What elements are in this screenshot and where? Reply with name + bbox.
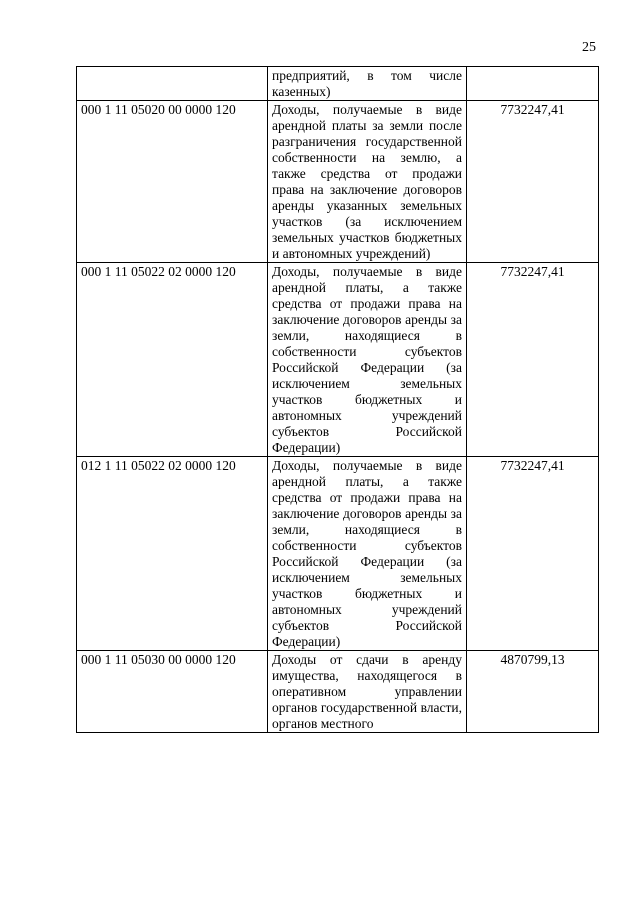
budget-code: 012 1 11 05022 02 0000 120 — [77, 457, 268, 651]
revenue-description: Доходы, получаемые в виде арендной платы, а также средства от продажи права на заключение договоров аренды за земли, находящиеся в собственности субъектов Российской Федерации (за исключением земельных участков бюджетных и автономных учреждений субъектов Российской Федерации) — [268, 263, 467, 457]
table-row — [77, 263, 599, 457]
amount-value: 7732247,41 — [467, 263, 599, 457]
table-row — [77, 67, 599, 101]
amount-value: 7732247,41 — [467, 101, 599, 263]
amount-value: 7732247,41 — [467, 457, 599, 651]
amount-value — [467, 67, 599, 101]
budget-code: 000 1 11 05030 00 0000 120 — [77, 651, 268, 733]
page-number: 25 — [582, 40, 596, 55]
table-row — [77, 457, 599, 651]
budget-code: 000 1 11 05020 00 0000 120 — [77, 101, 268, 263]
revenue-description: предприятий, в том числе казенных) — [268, 67, 467, 101]
revenue-description: Доходы, получаемые в виде арендной платы, а также средства от продажи права на заключение договоров аренды за земли, находящиеся в собственности субъектов Российской Федерации (за исключением земельных участков бюджетных и автономных учреждений субъектов Российской Федерации) — [268, 457, 467, 651]
amount-value: 4870799,13 — [467, 651, 599, 733]
table-row — [77, 651, 599, 733]
revenue-description: Доходы, получаемые в виде арендной платы за земли после разграничения государственной собственности на землю, а также средства от продажи права на заключение договоров аренды указанных земельных участков (за исключением земельных участков бюджетных и автономных учреждений) — [268, 101, 467, 263]
revenue-description: Доходы от сдачи в аренду имущества, находящегося в оперативном управлении органов государственной власти, органов местного — [268, 651, 467, 733]
table-row — [77, 101, 599, 263]
budget-code — [77, 67, 268, 101]
revenue-table — [76, 66, 599, 733]
budget-code: 000 1 11 05022 02 0000 120 — [77, 263, 268, 457]
